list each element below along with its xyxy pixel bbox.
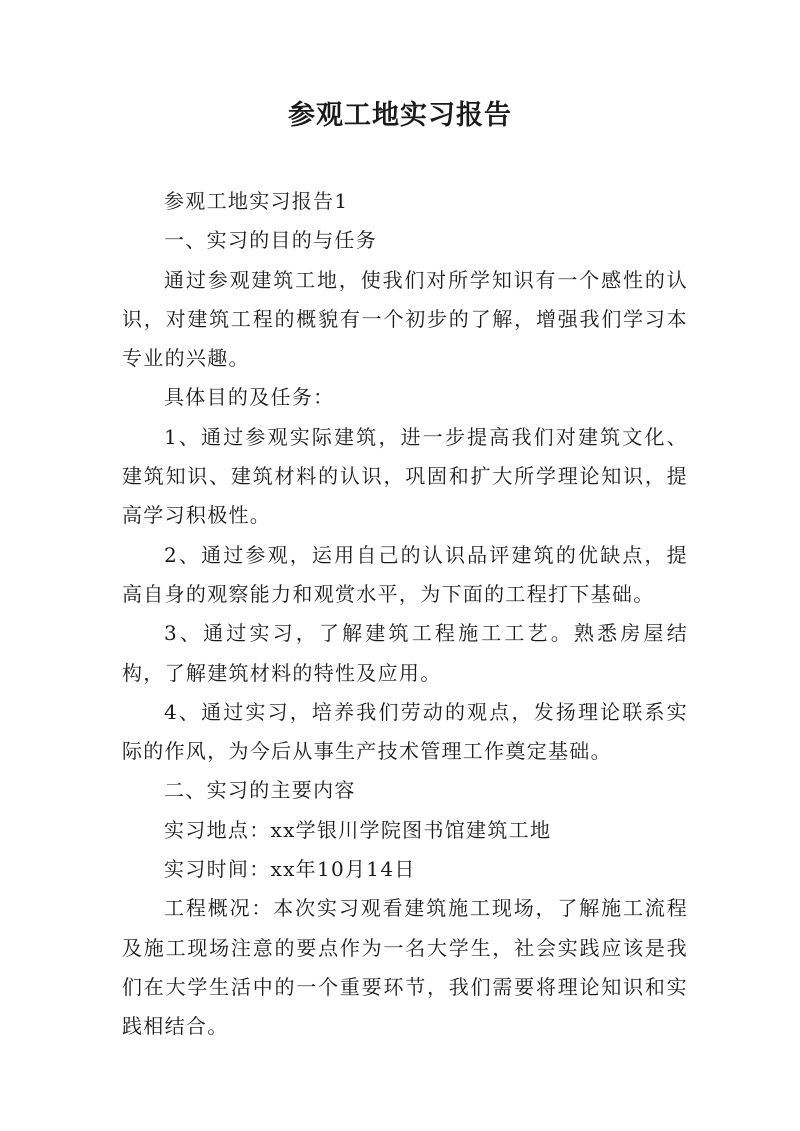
paragraph-task-3: 3、通过实习，了解建筑工程施工工艺。熟悉房屋结构，了解建筑材料的特性及应用。 <box>122 621 688 685</box>
paragraph-section-heading-2: 二、实习的主要内容 <box>164 778 356 803</box>
paragraph-task-1: 1、通过参观实际建筑，进一步提高我们对建筑文化、建筑知识、建筑材料的认识，巩固和扩大所学理论知识，提高学习积极性。 <box>122 424 688 528</box>
paragraph-task-4: 4、通过实习，培养我们劳动的观点，发扬理论联系实际的作风，为今后从事生产技术管理工作奠定基础。 <box>122 699 688 764</box>
document-body <box>122 182 688 1047</box>
paragraph-date: 实习时间：xx年10月14日 <box>164 857 416 882</box>
paragraph-section-heading-1: 一、实习的目的与任务 <box>164 228 377 253</box>
paragraph-tasks-heading: 具体目的及任务： <box>164 385 335 410</box>
paragraph-purpose: 通过参观建筑工地，使我们对所学知识有一个感性的认识，对建筑工程的概貌有一个初步的了解，增强我们学习本专业的兴趣。 <box>122 267 688 371</box>
paragraph-subtitle: 参观工地实习报告1 <box>164 189 349 213</box>
paragraph-location: 实习地点：xx学银川学院图书馆建筑工地 <box>164 817 552 842</box>
document-title: 参观工地实习报告 <box>288 100 512 131</box>
paragraph-overview: 工程概况：本次实习观看建筑施工现场，了解施工流程及施工现场注意的要点作为一名大学生，社会实践应该是我们在大学生活中的一个重要环节，我们需要将理论知识和实践相结合。 <box>122 896 688 1039</box>
paragraph-task-2: 2、通过参观，运用自己的认识品评建筑的优缺点，提高自身的观察能力和观赏水平，为下面的工程打下基础。 <box>122 542 688 606</box>
